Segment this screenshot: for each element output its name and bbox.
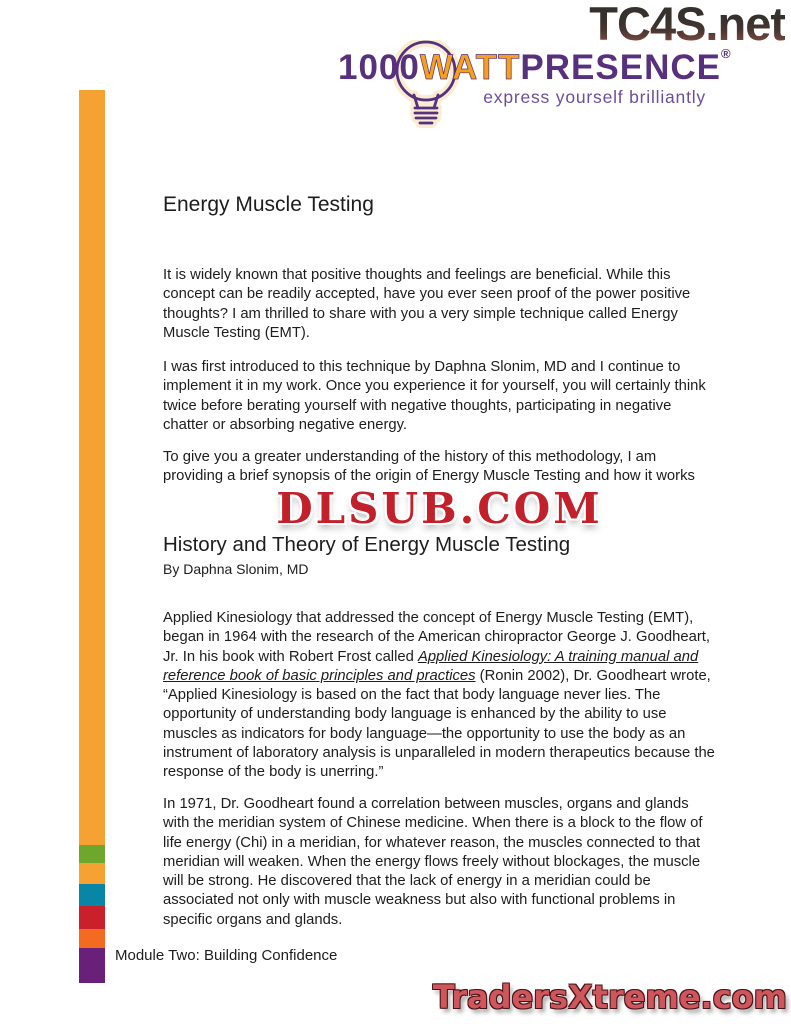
section-heading: History and Theory of Energy Muscle Testing — [163, 533, 571, 556]
paragraph-4-before: Applied Kinesiology that addressed the concept of Energy Muscle Testing (EMT), began in 1964 with the research of the American chiropractor George J. Goodheart, Jr. In his book with Robert Frost called — [163, 610, 710, 665]
sidebar-main-orange — [79, 90, 105, 845]
logo-tagline: express yourself brilliantly — [483, 87, 706, 107]
sidebar-segment-red — [79, 906, 105, 929]
paragraph-meridian-discovery: In 1971, Dr. Goodheart found a correlation between muscles, organs and glands with the meridian system of Chinese medicine. When there is a block to the flow of life energy (Chi) in a meridian, for whatever reason, the muscles connected to that meridian will weaken. When the energy flows freely without blockages, the muscle will be strong. He discovered that the lack of energy in a meridian could be associated not only with muscle weakness but also with functional problems in specific organs and glands. — [163, 796, 703, 928]
registered-trademark-icon: ® — [720, 46, 732, 62]
logo-text-presence: PRESENCE — [520, 48, 721, 87]
paragraph-applied-kinesiology — [163, 609, 716, 783]
logo-text-watt: WATT — [419, 48, 521, 87]
sidebar-segment-green — [79, 845, 105, 863]
sidebar-segment-orange — [79, 863, 105, 884]
paragraph-intro: It is widely known that positive thoughts and feelings are beneficial. While this concept can be readily accepted, have you ever seen proof of the power positive thoughts? I am thrilled to share with you a very simple technique called Energy Muscle Testing (EMT). — [163, 267, 691, 341]
sidebar-segments — [79, 845, 105, 983]
module-footer: Module Two: Building Confidence — [115, 947, 338, 964]
paragraph-4-after: (Ronin 2002), Dr. Goodheart wrote, “Applied Kinesiology is based on the fact that body language never lies. The opportunity of understanding body language is enhanced by the ability to use muscles as indicators for body language—the opportunity to use the body as an instrument of laboratory analysis is unparalleled in modern therapeutics because the response of the body is unerring.” — [163, 667, 715, 781]
brand-logo — [338, 48, 732, 88]
book-title-citation: Applied Kinesiology: A training manual and reference book of basic principles and practices — [163, 648, 699, 684]
byline: By Daphna Slonim, MD — [163, 561, 309, 577]
dlsub-watermark: DLSUB.COM — [276, 484, 603, 533]
sidebar-segment-dark-orange — [79, 929, 105, 948]
tradersxtreme-watermark: TradersXtreme.com — [432, 978, 787, 1016]
tc4s-watermark: TC4S.net — [589, 0, 785, 51]
paragraph-history-lead-in: To give you a greater understanding of the history of this methodology, I am providing a brief synopsis of the origin of Energy Muscle Testing and how it works — [163, 449, 695, 485]
logo-text-1000: 1000 — [338, 48, 420, 87]
sidebar-segment-purple — [79, 948, 105, 983]
sidebar-bar — [79, 90, 105, 983]
sidebar-segment-teal — [79, 884, 105, 906]
page-title: Energy Muscle Testing — [163, 193, 374, 216]
paragraph-introduction-to-technique: I was first introduced to this technique by Daphna Slonim, MD and I continue to implement it in my work. Once you experience it for yourself, you will certainly think twice before berating yourself with negative thoughts, participating in negative chatter or absorbing negative energy. — [163, 359, 706, 433]
